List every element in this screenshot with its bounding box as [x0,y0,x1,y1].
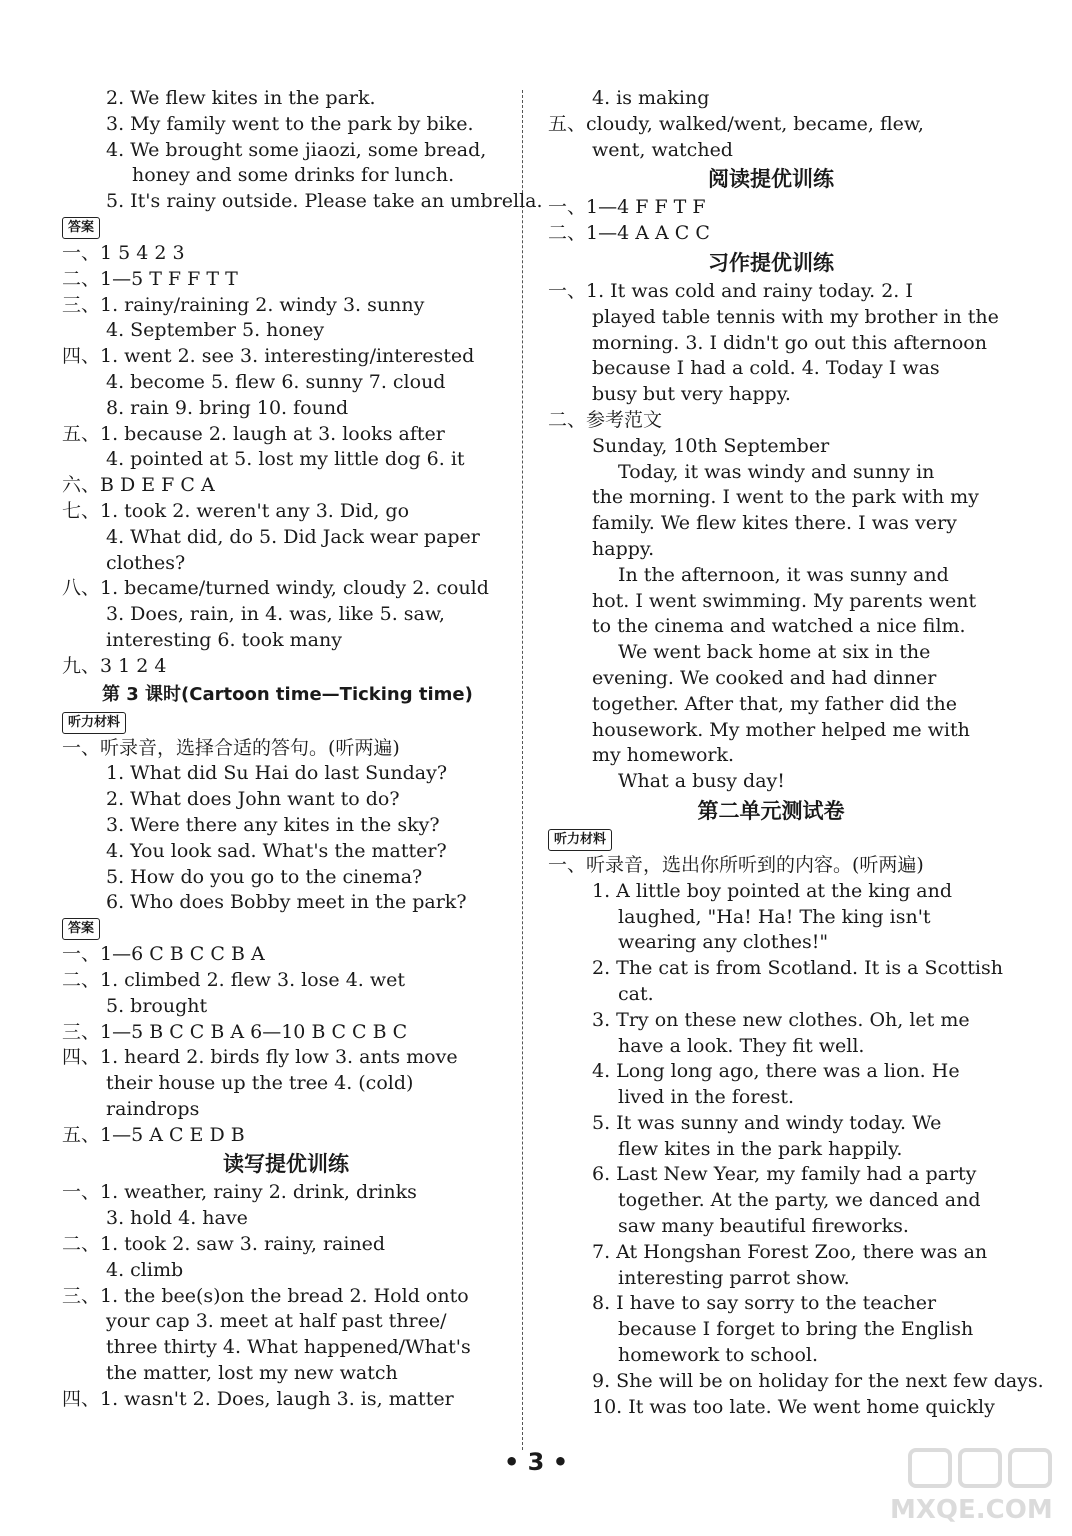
text-line: have a look. They fit well. [618,1034,865,1057]
text-line: went, watched [592,138,733,161]
text-line: 五、1—5 A C E D B [62,1123,245,1146]
text-line: 4. What did, do 5. Did Jack wear paper [106,525,480,548]
text-line: 三、1. the bee(s)on the bread 2. Hold onto [62,1284,469,1307]
text-line: 6. Who does Bobby meet in the park? [106,891,467,914]
text-line: 五、1. because 2. laugh at 3. looks after [62,422,445,445]
text-line: 四、1. wasn't 2. Does, laugh 3. is, matter [62,1387,454,1410]
text-line: 4. We brought some jiaozi, some bread, [106,138,487,161]
text-line: 7. At Hongshan Forest Zoo, there was an [592,1240,988,1263]
text-line: 1. What did Su Hai do last Sunday? [106,762,448,785]
text-line: busy but very happy. [592,383,791,406]
text-line: 二、1—5 T F F T T [62,267,238,290]
section-tag [548,827,994,853]
text-line: Today, it was windy and sunny in [618,460,935,483]
section-heading: 习作提优训练 [708,250,834,275]
watermark-text: MXQE.COM [890,1495,1053,1525]
text-line: 一、1 5 4 2 3 [62,241,185,264]
text-line: the matter, lost my new watch [106,1362,398,1385]
text-line: honey and some drinks for lunch. [132,164,455,187]
text-line: In the afternoon, it was sunny and [618,563,949,586]
watermark-logo-icon [880,1448,1060,1528]
text-line: 4. September 5. honey [106,319,325,342]
text-line: 3. Try on these new clothes. Oh, let me [592,1008,970,1031]
text-line: 5. brought [106,994,208,1017]
text-line: 4. Long long ago, there was a lion. He [592,1060,960,1083]
section-heading: 阅读提优训练 [708,167,834,192]
text-line: cat. [618,982,654,1005]
text-line: 四、1. went 2. see 3. interesting/interested [62,345,475,368]
text-line: evening. We cooked and had dinner [592,666,937,689]
text-line: wearing any clothes!" [618,931,829,954]
text-line: 九、3 1 2 4 [62,654,167,677]
column-divider [522,90,523,1450]
text-line: your cap 3. meet at half past three/ [106,1310,447,1333]
text-line: 二、1. took 2. saw 3. rainy, rained [62,1233,386,1256]
text-line: 3. My family went to the park by bike. [106,112,474,135]
text-line: What a busy day! [618,770,785,793]
text-line: 4. You look sad. What's the matter? [106,839,447,862]
text-line: my homework. [592,744,735,767]
text-line: 一、1—4 F F T F [548,196,706,219]
text-line: 八、1. became/turned windy, cloudy 2. could [62,577,489,600]
text-line: 10. It was too late. We went home quickly [592,1395,995,1418]
section-tag-label: 听力材料 [548,829,612,851]
lesson-title: 第 3 课时(Cartoon time—Ticking time) [102,683,473,705]
text-line: because I forget to bring the English [618,1318,974,1341]
text-line: 3. hold 4. have [106,1207,248,1230]
text-line: 四、1. heard 2. birds fly low 3. ants move [62,1046,458,1069]
text-line: lived in the forest. [618,1086,795,1109]
text-line: 4. is making [592,87,710,109]
text-line: clothes? [106,551,186,574]
text-line: 一、1. weather, rainy 2. drink, drinks [62,1181,417,1204]
text-line: 4. climb [106,1258,184,1281]
text-line: 3. Does, rain, in 4. was, like 5. saw, [106,603,445,626]
text-line: 5. How do you go to the cinema? [106,865,423,888]
section-heading: 第二单元测试卷 [697,798,845,823]
text-line: 6. Last New Year, my family had a party [592,1163,977,1186]
text-line: morning. 3. I didn't go out this afternoon [592,331,987,354]
text-line: 二、1. climbed 2. flew 3. lose 4. wet [62,968,406,991]
text-line: 9. She will be on holiday for the next few days. [592,1369,1044,1392]
text-line: saw many beautiful fireworks. [618,1215,909,1238]
section-tag [62,215,510,241]
text-line: together. At the party, we danced and [618,1189,981,1212]
text-line: 4. become 5. flew 6. sunny 7. cloud [106,370,446,393]
left-column [62,86,543,1413]
text-line: raindrops [106,1097,200,1120]
text-line: 一、1. It was cold and rainy today. 2. I [548,279,913,302]
text-line: 一、听录音，选择合适的答句。(听两遍) [62,736,400,759]
text-line: 三、1—5 B C C B A 6—10 B C C B C [62,1020,408,1043]
text-line: 五、cloudy, walked/went, became, flew, [548,112,924,135]
text-line: to the cinema and watched a nice film. [592,615,966,638]
text-line: homework to school. [618,1344,819,1367]
section-tag-label: 答案 [62,918,100,940]
right-column [548,86,1044,1420]
text-line: hot. I went swimming. My parents went [592,589,977,612]
section-heading: 读写提优训练 [223,1152,349,1177]
text-line: Sunday, 10th September [592,434,830,457]
text-line: because I had a cold. 4. Today I was [592,357,940,380]
page-number: • 3 • [503,1448,569,1476]
text-line: laughed, "Ha! Ha! The king isn't [618,905,931,928]
text-line: interesting 6. took many [106,628,342,651]
text-line: 二、参考范文 [548,408,663,431]
text-line: flew kites in the park happily. [618,1137,903,1160]
section-tag [62,710,510,736]
text-line: 六、B D E F C A [62,474,215,497]
text-line: played table tennis with my brother in the [592,305,999,328]
text-line: the morning. I went to the park with my [592,486,979,509]
text-line: their house up the tree 4. (cold) [106,1072,414,1095]
text-line: 5. It's rainy outside. Please take an umbrella. [106,190,543,213]
text-line: housework. My mother helped me with [592,718,970,741]
text-line: We went back home at six in the [618,641,931,664]
section-tag-label: 答案 [62,217,100,239]
text-line: 七、1. took 2. weren't any 3. Did, go [62,499,410,522]
text-line: 5. It was sunny and windy today. We [592,1111,942,1134]
text-line: 8. I have to say sorry to the teacher [592,1292,937,1315]
text-line: together. After that, my father did the [592,692,957,715]
text-line: 1. A little boy pointed at the king and [592,879,952,902]
text-line: 2. The cat is from Scotland. It is a Scottish [592,957,1003,980]
text-line: 一、1—6 C B C C B A [62,943,265,966]
text-line: 一、听录音，选出你所听到的内容。(听两遍) [548,853,924,876]
section-tag [62,916,510,942]
text-line: family. We flew kites there. I was very [592,512,957,535]
text-line: happy. [592,537,655,560]
text-line: 2. What does John want to do? [106,788,400,811]
text-line: 4. pointed at 5. lost my little dog 6. it [106,448,465,471]
text-line: 8. rain 9. bring 10. found [106,396,349,419]
text-line: 3. Were there any kites in the sky? [106,813,440,836]
text-line: 三、1. rainy/raining 2. windy 3. sunny [62,293,425,316]
section-tag-label: 听力材料 [62,712,126,734]
text-line: 2. We flew kites in the park. [106,87,376,109]
text-line: interesting parrot show. [618,1266,850,1289]
text-line: 二、1—4 A A C C [548,222,710,245]
text-line: three thirty 4. What happened/What's [106,1336,471,1359]
